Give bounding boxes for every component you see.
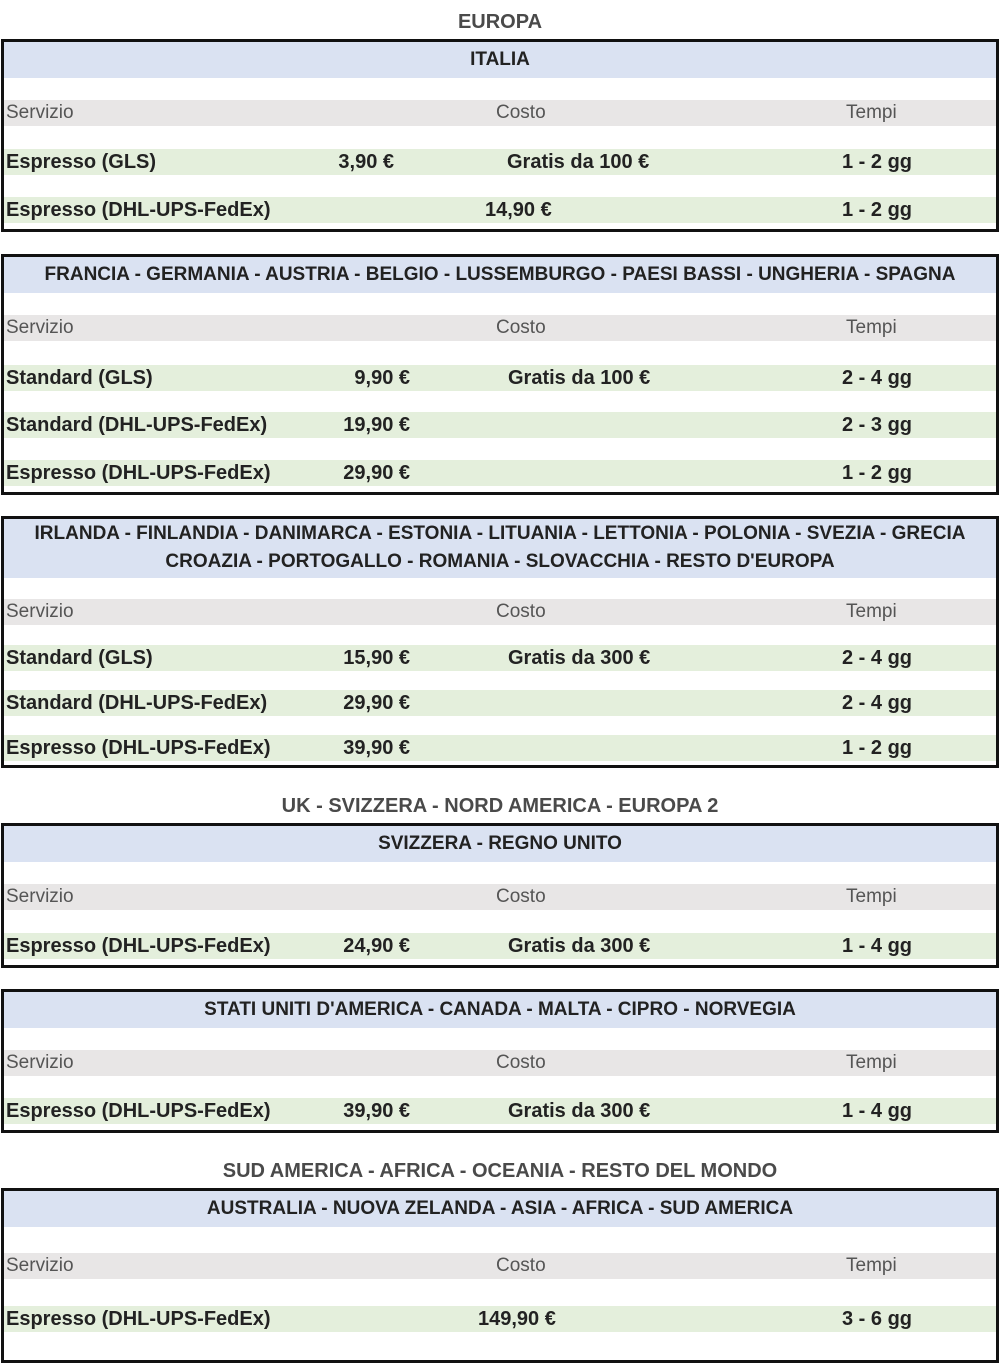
price: 15,90 € xyxy=(343,647,410,669)
shipping-box-rest-of-europe xyxy=(1,516,999,768)
shipping-box-switzerland-uk xyxy=(1,823,999,968)
cost-column-header: Costo xyxy=(496,1052,546,1073)
table-row xyxy=(4,1098,996,1124)
region-line: CROAZIA - PORTOGALLO - ROMANIA - SLOVACCHIA - RESTO D'EUROPA xyxy=(165,551,835,572)
delivery-time: 1 - 2 gg xyxy=(842,462,913,484)
column-header-row xyxy=(4,1050,996,1076)
cost-column-header: Costo xyxy=(496,102,546,123)
service-name: Standard (GLS) xyxy=(6,367,153,389)
service-column-header: Servizio xyxy=(6,886,74,907)
cost-column-header: Costo xyxy=(496,886,546,907)
cost-column-header: Costo xyxy=(496,1255,546,1276)
region-line: FRANCIA - GERMANIA - AUSTRIA - BELGIO - LUSSEMBURGO - PAESI BASSI - UNGHERIA - SPAGNA xyxy=(44,264,956,285)
service-name: Espresso (DHL-UPS-FedEx) xyxy=(6,737,271,759)
delivery-time: 2 - 4 gg xyxy=(842,647,913,669)
table-row xyxy=(4,645,996,671)
price: 39,90 € xyxy=(343,1100,410,1122)
region-header xyxy=(4,519,996,578)
delivery-time: 1 - 2 gg xyxy=(842,199,913,221)
section-title-europa: EUROPA xyxy=(457,11,543,33)
service-column-header: Servizio xyxy=(6,1255,74,1276)
time-column-header: Tempi xyxy=(846,886,897,907)
price: 9,90 € xyxy=(354,367,410,389)
price: 29,90 € xyxy=(343,692,410,714)
service-name: Espresso (DHL-UPS-FedEx) xyxy=(6,199,271,221)
table-row xyxy=(4,735,996,761)
service-name: Espresso (DHL-UPS-FedEx) xyxy=(6,462,271,484)
column-header-row xyxy=(4,599,996,625)
cost-column-header: Costo xyxy=(496,317,546,338)
time-column-header: Tempi xyxy=(846,317,897,338)
shipping-box-central-europe xyxy=(1,254,999,495)
column-header-row xyxy=(4,100,996,126)
table-row xyxy=(4,1306,996,1332)
service-name: Espresso (DHL-UPS-FedEx) xyxy=(6,1308,271,1330)
table-row xyxy=(4,412,996,438)
free-shipping-threshold: Gratis da 300 € xyxy=(508,1100,651,1122)
price: 3,90 € xyxy=(338,151,394,173)
column-header-row xyxy=(4,315,996,341)
free-shipping-threshold: Gratis da 100 € xyxy=(508,367,651,389)
service-name: Espresso (DHL-UPS-FedEx) xyxy=(6,1100,271,1122)
table-row xyxy=(4,460,996,486)
service-column-header: Servizio xyxy=(6,1052,74,1073)
column-header-row xyxy=(4,884,996,910)
price: 149,90 € xyxy=(478,1308,556,1330)
service-name: Standard (DHL-UPS-FedEx) xyxy=(6,692,268,714)
delivery-time: 3 - 6 gg xyxy=(842,1308,913,1330)
time-column-header: Tempi xyxy=(846,102,897,123)
service-column-header: Servizio xyxy=(6,102,74,123)
price: 24,90 € xyxy=(343,935,410,957)
price: 19,90 € xyxy=(343,414,410,436)
service-column-header: Servizio xyxy=(6,601,74,622)
time-column-header: Tempi xyxy=(846,601,897,622)
region-header xyxy=(4,1191,996,1227)
region-header xyxy=(4,992,996,1028)
table-row xyxy=(4,690,996,716)
service-name: Espresso (DHL-UPS-FedEx) xyxy=(6,935,271,957)
region-header xyxy=(4,257,996,293)
region-line: AUSTRALIA - NUOVA ZELANDA - ASIA - AFRICA - SUD AMERICA xyxy=(206,1198,794,1219)
delivery-time: 2 - 4 gg xyxy=(842,692,913,714)
service-column-header: Servizio xyxy=(6,317,74,338)
shipping-box-italia xyxy=(1,39,999,232)
service-name: Standard (GLS) xyxy=(6,647,153,669)
time-column-header: Tempi xyxy=(846,1255,897,1276)
delivery-time: 1 - 2 gg xyxy=(842,151,913,173)
table-row xyxy=(4,149,996,175)
delivery-time: 1 - 4 gg xyxy=(842,935,913,957)
region-header xyxy=(4,42,996,78)
delivery-time: 2 - 3 gg xyxy=(842,414,913,436)
free-shipping-threshold: Gratis da 300 € xyxy=(508,935,651,957)
region-line: STATI UNITI D'AMERICA - CANADA - MALTA - CIPRO - NORVEGIA xyxy=(204,999,796,1020)
time-column-header: Tempi xyxy=(846,1052,897,1073)
free-shipping-threshold: Gratis da 300 € xyxy=(508,647,651,669)
region-line: IRLANDA - FINLANDIA - DANIMARCA - ESTONIA - LITUANIA - LETTONIA - POLONIA - SVEZIA - GRECIA xyxy=(34,523,966,544)
price: 29,90 € xyxy=(343,462,410,484)
region-line: SVIZZERA - REGNO UNITO xyxy=(378,833,622,854)
price: 39,90 € xyxy=(343,737,410,759)
section-title-uk-switzerland-north-america: UK - SVIZZERA - NORD AMERICA - EUROPA 2 xyxy=(281,795,719,817)
delivery-time: 1 - 4 gg xyxy=(842,1100,913,1122)
section-title-rest-of-world: SUD AMERICA - AFRICA - OCEANIA - RESTO DEL MONDO xyxy=(222,1160,778,1182)
service-name: Standard (DHL-UPS-FedEx) xyxy=(6,414,268,436)
table-row xyxy=(4,933,996,959)
delivery-time: 2 - 4 gg xyxy=(842,367,913,389)
shipping-box-world xyxy=(1,1188,999,1363)
free-shipping-threshold: Gratis da 100 € xyxy=(507,151,650,173)
price: 14,90 € xyxy=(485,199,552,221)
service-name: Espresso (GLS) xyxy=(6,151,157,173)
region-line: ITALIA xyxy=(470,49,530,70)
shipping-box-usa-canada xyxy=(1,989,999,1133)
table-row xyxy=(4,197,996,223)
region-header xyxy=(4,826,996,862)
cost-column-header: Costo xyxy=(496,601,546,622)
table-row xyxy=(4,365,996,391)
column-header-row xyxy=(4,1253,996,1279)
delivery-time: 1 - 2 gg xyxy=(842,737,913,759)
